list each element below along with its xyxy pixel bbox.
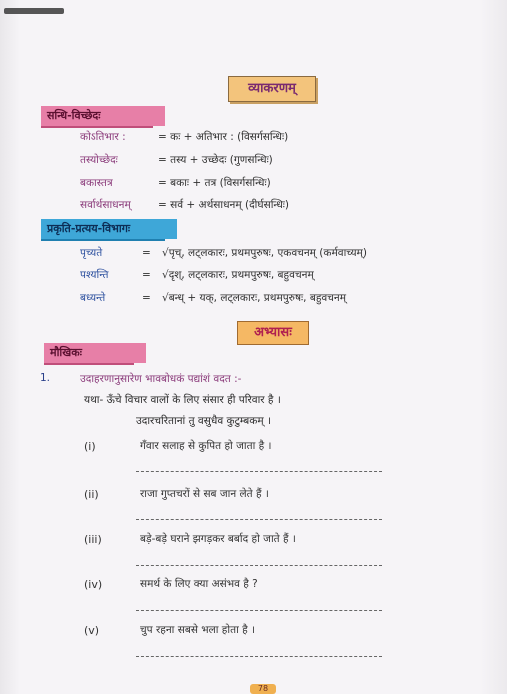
prakriti-def: √बन्ध् + यक्, लट्लकारः, प्रथमपुरुषः, बहुवचनम् xyxy=(162,292,347,304)
prakriti-term: बध्यन्ते xyxy=(80,292,106,304)
prakriti-eq: = xyxy=(142,269,151,281)
sandhi-term: बकास्तत्र xyxy=(80,177,113,189)
maukhik-heading: मौखिकः xyxy=(44,343,146,363)
prakriti-term: पृच्यते xyxy=(80,247,103,259)
item-number: (i) xyxy=(84,440,96,453)
prakriti-eq: = xyxy=(142,247,151,259)
sandhi-row xyxy=(80,198,131,212)
sandhi-row xyxy=(80,176,113,190)
sandhi-def: = बकाः + तत्र (विसर्गसन्धिः) xyxy=(158,177,271,189)
example-hindi: यथा- ऊँचे विचार वालों के लिए संसार ही परिवार है । xyxy=(84,394,281,406)
sandhi-term: तस्योच्छेदः xyxy=(80,154,118,166)
sandhi-heading-underline xyxy=(41,126,153,128)
sandhi-term: सर्वार्थसाधनम् xyxy=(80,199,131,211)
binding-mark xyxy=(4,8,64,14)
sandhi-heading: सन्धि-विच्छेदः xyxy=(41,106,165,126)
item-text: समर्थ के लिए क्या असंभव है ? xyxy=(140,578,258,590)
prakriti-heading: प्रकृति-प्रत्यय-विभागः xyxy=(41,219,177,239)
sandhi-row xyxy=(80,130,126,144)
item-number: (v) xyxy=(84,624,100,637)
prakriti-eq: = xyxy=(142,292,151,304)
prakriti-term: पश्यन्ति xyxy=(80,269,109,281)
page-number: 78 xyxy=(250,684,276,694)
prakriti-heading-underline xyxy=(41,239,165,241)
item-text: गँवार सलाह से कुपित हो जाता है । xyxy=(140,440,272,452)
sandhi-term: कोऽतिभार : xyxy=(80,131,126,143)
item-text: राजा गुप्तचरों से सब जान लेते हैं । xyxy=(140,488,269,500)
question-number: 1. xyxy=(40,372,51,384)
question-text: उदाहरणानुसारेण भावबोधकं पद्यांशं वदत :- xyxy=(80,373,242,385)
answer-line[interactable] xyxy=(136,656,382,657)
sandhi-def: = तस्य + उच्छेदः (गुणसन्धिः) xyxy=(158,154,273,166)
item-number: (ii) xyxy=(84,488,99,501)
page-title: व्याकरणम् xyxy=(228,76,316,102)
item-number: (iii) xyxy=(84,533,102,546)
answer-line[interactable] xyxy=(136,471,382,472)
prakriti-def: √दृश्, लट्लकारः, प्रथमपुरुषः, बहुवचनम् xyxy=(162,269,314,281)
item-number: (iv) xyxy=(84,578,103,591)
prakriti-def: √पृच्, लट्लकारः, प्रथमपुरुषः, एकवचनम् (कर्मवाच्यम्) xyxy=(162,247,367,259)
sandhi-row xyxy=(80,153,118,167)
sandhi-def: = कः + अतिभार : (विसर्गसन्धिः) xyxy=(158,131,289,143)
answer-line[interactable] xyxy=(136,519,382,520)
example-sanskrit: उदारचरितानां तु वसुधैव कुटुम्बकम् । xyxy=(136,415,271,427)
maukhik-heading-underline xyxy=(44,363,134,365)
abhyas-heading: अभ्यासः xyxy=(237,321,309,345)
answer-line[interactable] xyxy=(136,610,382,611)
answer-line[interactable] xyxy=(136,565,382,566)
item-text: चुप रहना सबसे भला होता है । xyxy=(140,624,256,636)
item-text: बड़े-बड़े घराने झगड़कर बर्बाद हो जाते हैं । xyxy=(140,533,296,545)
sandhi-def: = सर्व + अर्थसाधनम् (दीर्घसन्धिः) xyxy=(158,199,289,211)
